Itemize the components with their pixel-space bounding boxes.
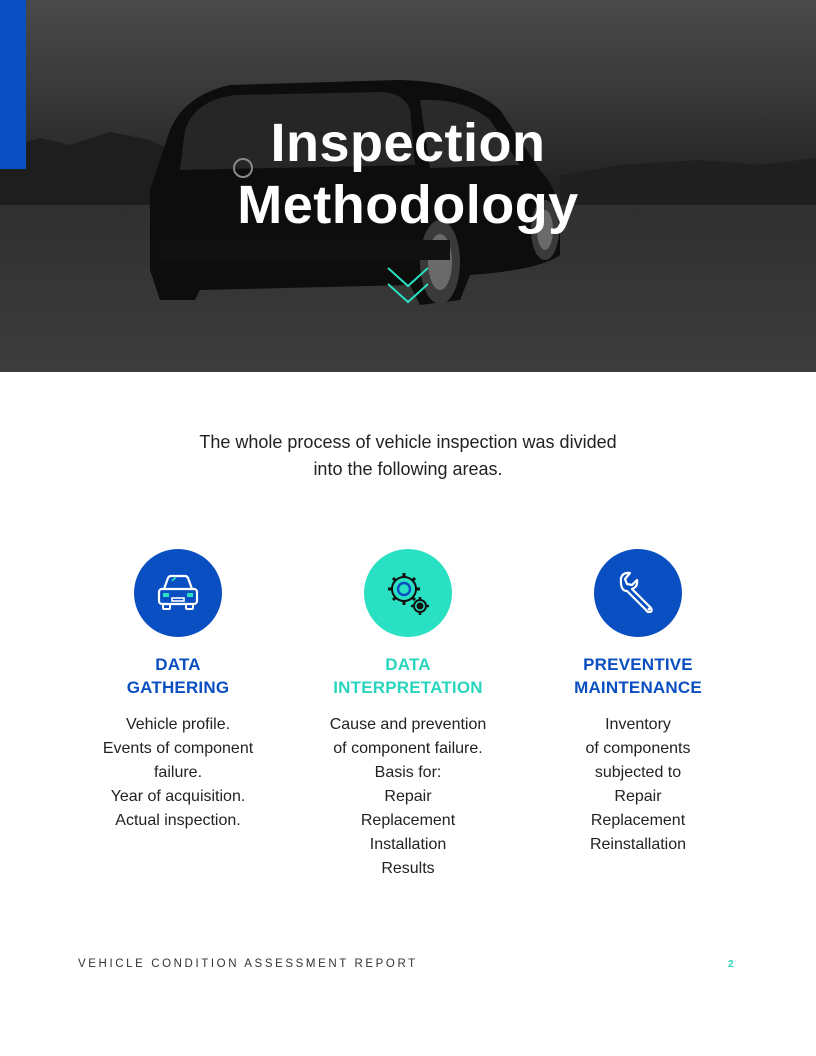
description-line: Actual inspection. xyxy=(115,812,241,829)
description-line: of component failure. xyxy=(333,740,483,757)
description-line: Results xyxy=(381,860,435,877)
description-line: Vehicle profile. xyxy=(125,716,231,733)
description-line: failure. xyxy=(153,764,203,781)
area-data-gathering xyxy=(58,549,298,833)
description-line: Repair xyxy=(384,788,432,805)
footer-report-title: VEHICLE CONDITION ASSESSMENT REPORT xyxy=(78,958,418,970)
area-title-line-1: PREVENTIVE xyxy=(583,655,693,674)
wrench-icon xyxy=(613,568,663,618)
description-line: Basis for: xyxy=(374,764,442,781)
area-description xyxy=(288,713,528,881)
title-line-2: Methodology xyxy=(237,175,579,235)
description-line: Installation xyxy=(369,836,447,853)
gears-icon xyxy=(383,568,433,618)
chevron-down-icon xyxy=(386,266,430,306)
area-title-line-2: INTERPRETATION xyxy=(333,678,483,697)
intro-line-2: into the following areas. xyxy=(313,459,503,479)
intro-text xyxy=(0,429,816,483)
area-title xyxy=(58,653,298,699)
area-title-line-2: MAINTENANCE xyxy=(574,678,702,697)
area-data-interpretation xyxy=(288,549,528,881)
area-description xyxy=(58,713,298,833)
description-line: Repair xyxy=(614,788,662,805)
description-line: Reinstallation xyxy=(589,836,687,853)
area-description xyxy=(518,713,758,857)
description-line: Replacement xyxy=(590,812,686,829)
description-line: Cause and prevention xyxy=(329,716,487,733)
area-title-line-2: GATHERING xyxy=(126,678,230,697)
intro-line-1: The whole process of vehicle inspection was divided xyxy=(199,432,617,452)
description-line: subjected to xyxy=(594,764,682,781)
area-title-line-1: DATA xyxy=(155,655,201,674)
car-front-icon xyxy=(154,573,202,613)
description-line: Events of component xyxy=(102,740,254,757)
description-line: Replacement xyxy=(360,812,456,829)
page-title xyxy=(0,112,816,236)
description-line: Inventory xyxy=(605,716,671,733)
area-title xyxy=(288,653,528,699)
description-line: Year of acquisition. xyxy=(110,788,246,805)
icon-circle xyxy=(594,549,682,637)
area-title-line-1: DATA xyxy=(385,655,431,674)
page-number: 2 xyxy=(728,959,734,970)
icon-circle xyxy=(134,549,222,637)
icon-circle xyxy=(364,549,452,637)
description-line: of components xyxy=(585,740,691,757)
area-title xyxy=(518,653,758,699)
hero-banner xyxy=(0,0,816,372)
title-line-1: Inspection xyxy=(270,113,546,173)
area-preventive-maintenance xyxy=(518,549,758,857)
